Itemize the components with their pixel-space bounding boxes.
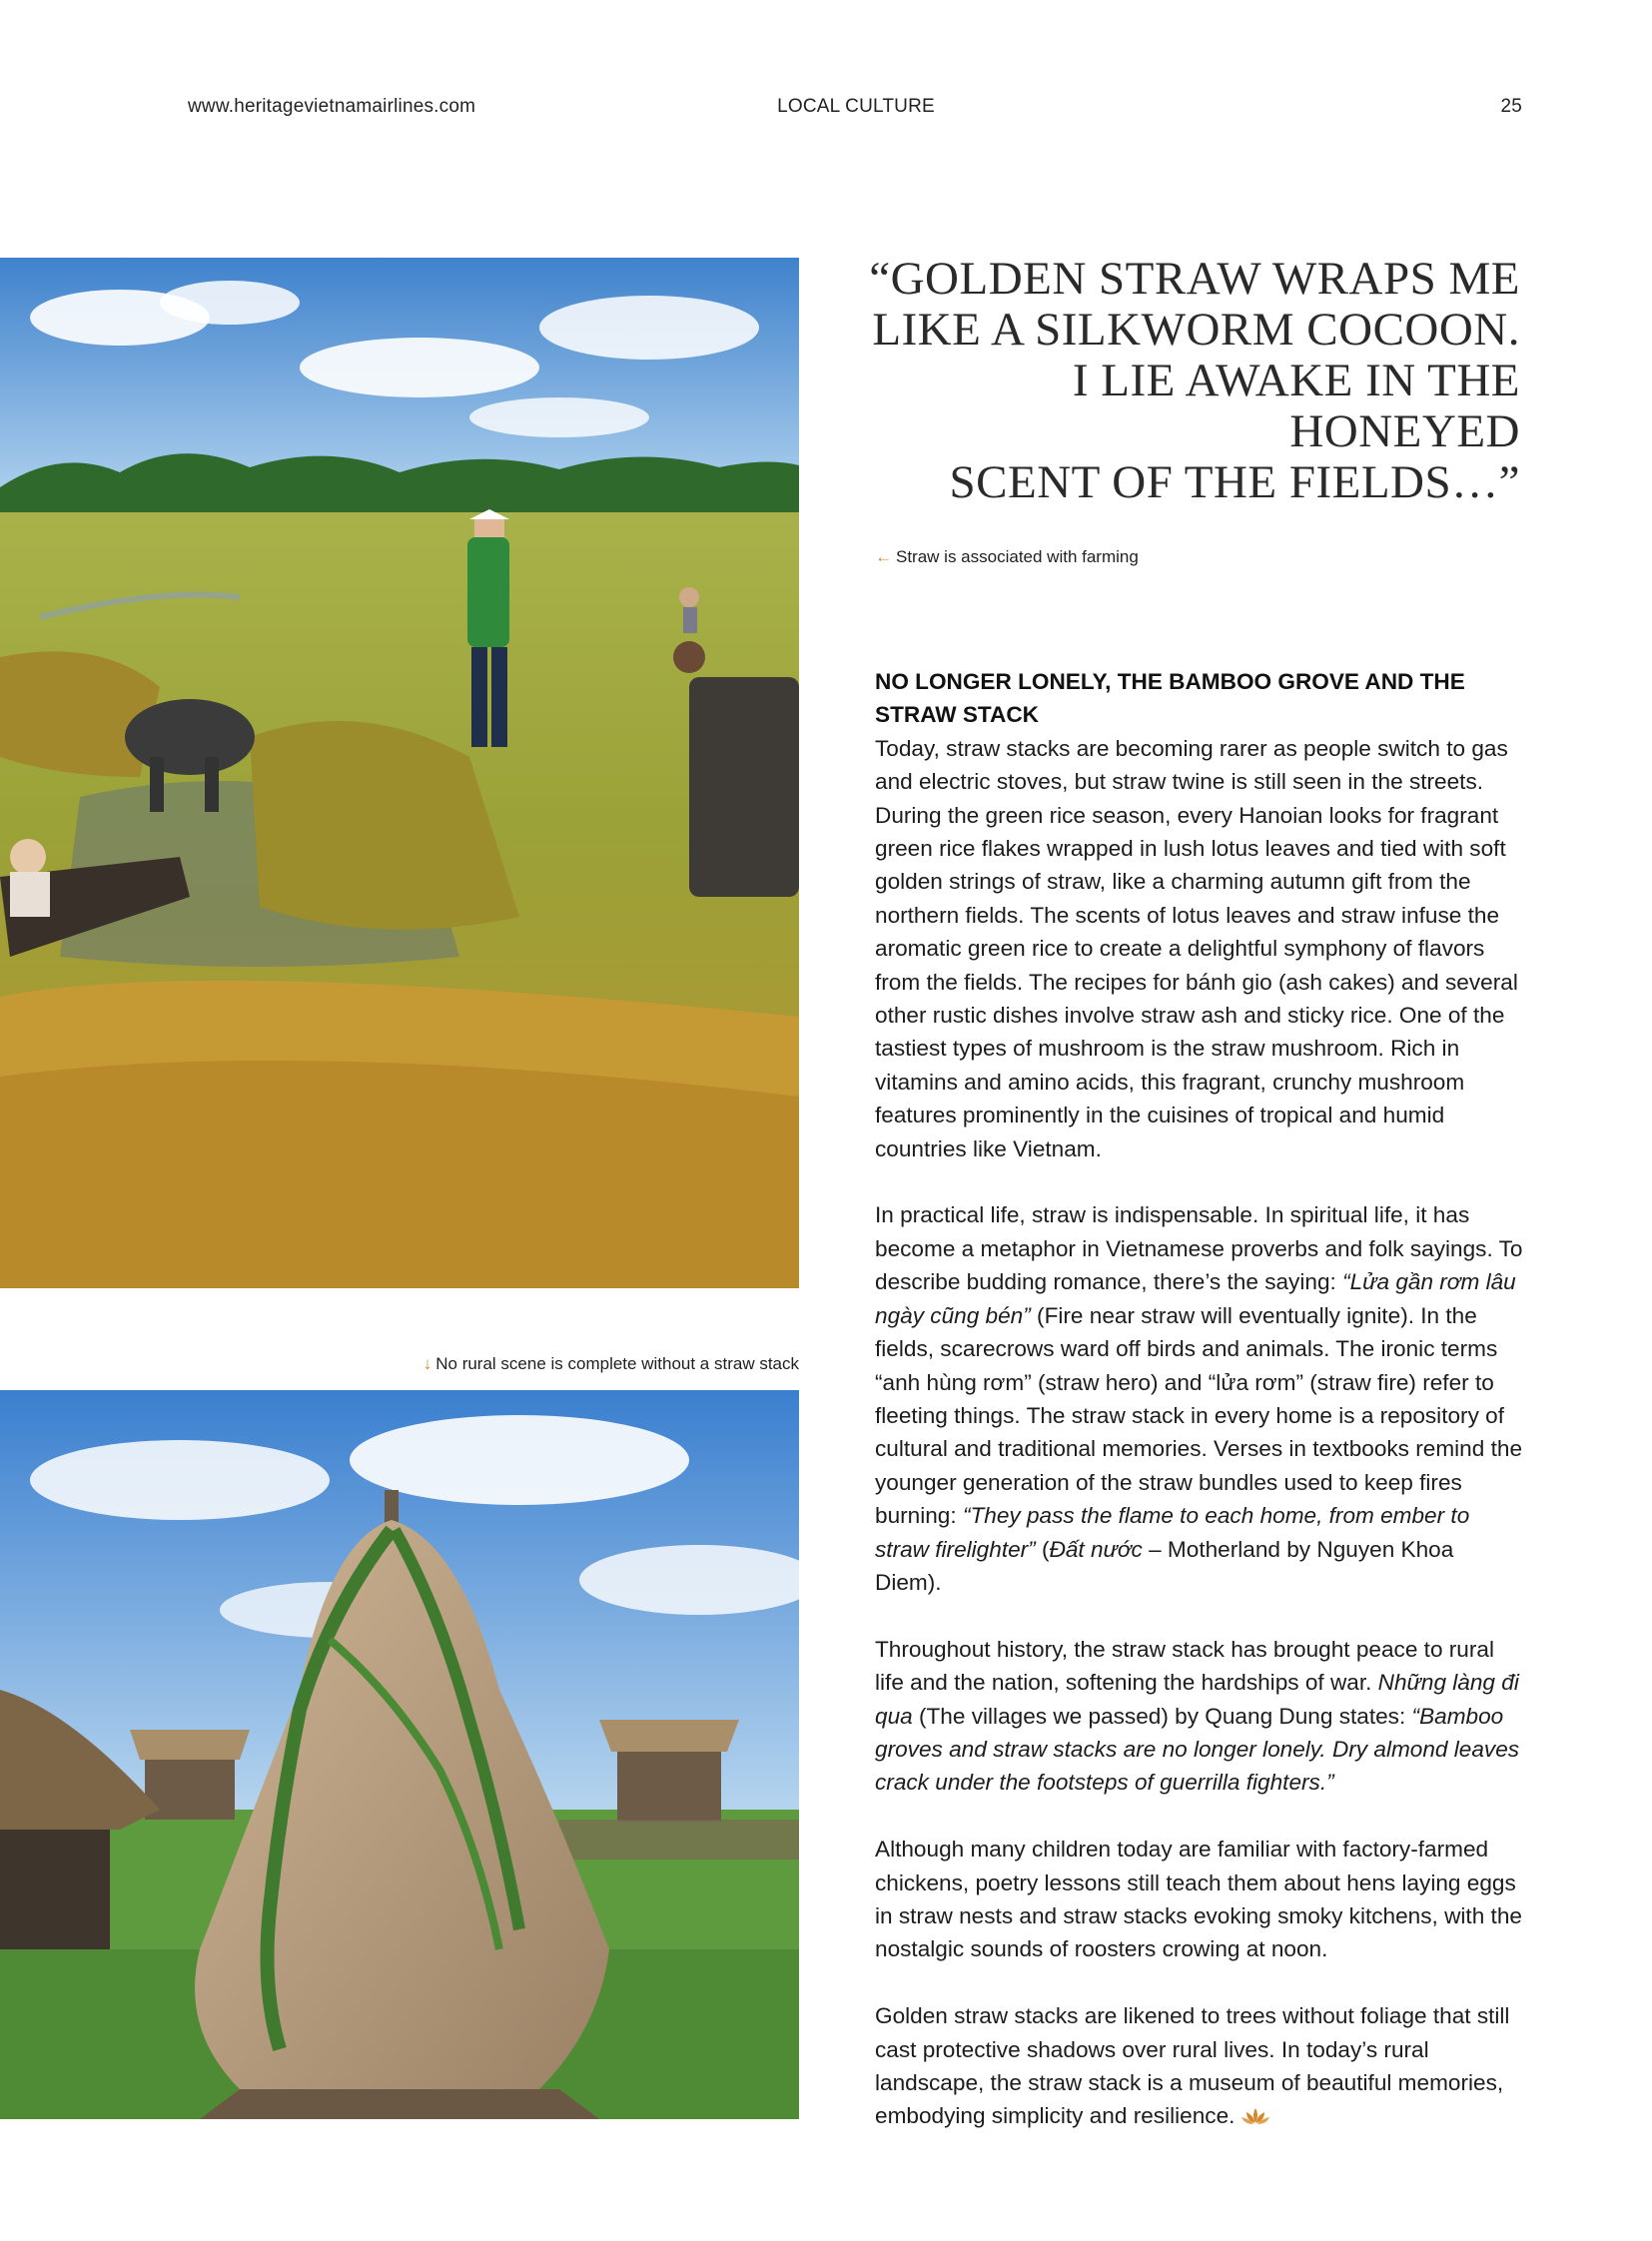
paragraph-3-quote: “Bamboo groves and straw stacks are no longer lonely. Dry almond leaves crack under the footsteps of guerrilla fighters.” xyxy=(875,1703,1520,1796)
article-paragraph-4: Although many children today are familiar with factory-farmed chickens, poetry lessons still teach them about hens laying eggs in straw nests and straw stacks evoking smoky kitchens, with the nostalgic sounds of roosters crowing at noon. xyxy=(875,1837,1522,1962)
paragraph-5-text: Golden straw stacks are likened to trees without foliage that still cast protective shadows over rural lives. In today’s rural landscape, the straw stack is a museum of beautiful memories, embodying simplicity and resilience. xyxy=(875,2003,1510,2129)
photo-straw-stack xyxy=(0,1390,799,2119)
photo-rice-field-harvest-illustration xyxy=(0,258,799,1288)
page-number: 25 xyxy=(1500,96,1522,117)
pull-quote xyxy=(859,254,1520,508)
caption-straw-stack-text: No rural scene is complete without a straw stack xyxy=(435,1354,799,1373)
lotus-icon xyxy=(1240,2102,1270,2135)
pull-quote-line-2: LIKE A SILKWORM COCOON. xyxy=(872,304,1520,356)
header-section: LOCAL CULTURE xyxy=(777,96,935,117)
paragraph-2-verse: “They pass the flame to each home, from ember to straw firelighter” xyxy=(875,1503,1470,1562)
article-body xyxy=(875,665,1524,2136)
paragraph-2-text-c: (Fire near straw will eventually ignite). In the fields, scarecrows ward off birds and animals. The ironic terms “anh hùng rơm” (straw hero) and “lửa rơm” (straw fire) refer to fleeting things. The straw stack in every home is a repository of cultural and traditional memories. Verses in textbooks remind the younger generation of the straw bundles used to keep fires burning: xyxy=(875,1302,1523,1529)
photo-rice-field-harvest xyxy=(0,258,799,1288)
arrow-down-icon: ↓ xyxy=(422,1354,432,1373)
pull-quote-line-3: I LIE AWAKE IN THE HONEYED xyxy=(1072,355,1520,457)
paragraph-3-text-a: Throughout history, the straw stack has brought peace to rural life and the nation, softening the hardships of war. xyxy=(875,1636,1494,1696)
pull-quote-line-1: “GOLDEN STRAW WRAPS ME xyxy=(869,253,1520,305)
caption-farming-text: Straw is associated with farming xyxy=(896,547,1139,566)
paragraph-2-saying: “Lửa gần rơm lâu ngày cũng bén” xyxy=(875,1269,1516,1328)
photo-straw-stack-illustration xyxy=(0,1390,799,2119)
pull-quote-line-4: SCENT OF THE FIELDS…” xyxy=(949,456,1520,508)
header-url: www.heritagevietnamairlines.com xyxy=(188,96,476,117)
article-paragraph-3 xyxy=(875,1633,1524,1800)
paragraph-2-text-g: – Motherland by Nguyen Khoa Diem). xyxy=(875,1536,1454,1595)
caption-straw-stack xyxy=(423,1354,799,1374)
article-heading: NO LONGER LONELY, THE BAMBOO GROVE AND THE STRAW STACK xyxy=(875,669,1465,728)
paragraph-2-text-e: ( xyxy=(1035,1536,1050,1562)
caption-farming xyxy=(875,547,1139,567)
article-paragraph-5 xyxy=(875,1999,1524,2136)
article-paragraph-1: Today, straw stacks are becoming rarer as people switch to gas and electric stoves, but straw twine is still seen in the streets. During the green rice season, every Hanoian looks for fragrant green rice flakes wrapped in lush lotus leaves and tied with soft golden strings of straw, like a charming autumn gift from the northern fields. The scents of lotus leaves and straw infuse the aromatic green rice to create a delightful symphony of flavors from the fields. The recipes for bánh gio (ash cakes) and several other rustic dishes involve straw ash and sticky rice. One of the tastiest types of mushroom is the straw mushroom. Rich in vitamins and amino acids, this fragrant, crunchy mushroom features prominently in the cuisines of tropical and humid countries like Vietnam. xyxy=(875,735,1518,1161)
paragraph-3-poem-title: Những làng đi qua xyxy=(875,1670,1519,1729)
paragraph-2-text-a: In practical life, straw is indispensable. In spiritual life, it has become a metaphor in Vietnamese proverbs and folk sayings. To describe budding romance, there’s the saying: xyxy=(875,1202,1523,1295)
article-paragraph-2 xyxy=(875,1198,1524,1599)
arrow-left-icon: ← xyxy=(875,547,892,566)
paragraph-2-poem-title: Đất nước xyxy=(1049,1536,1143,1562)
paragraph-3-text-c: (The villages we passed) by Quang Dung states: xyxy=(912,1703,1412,1729)
